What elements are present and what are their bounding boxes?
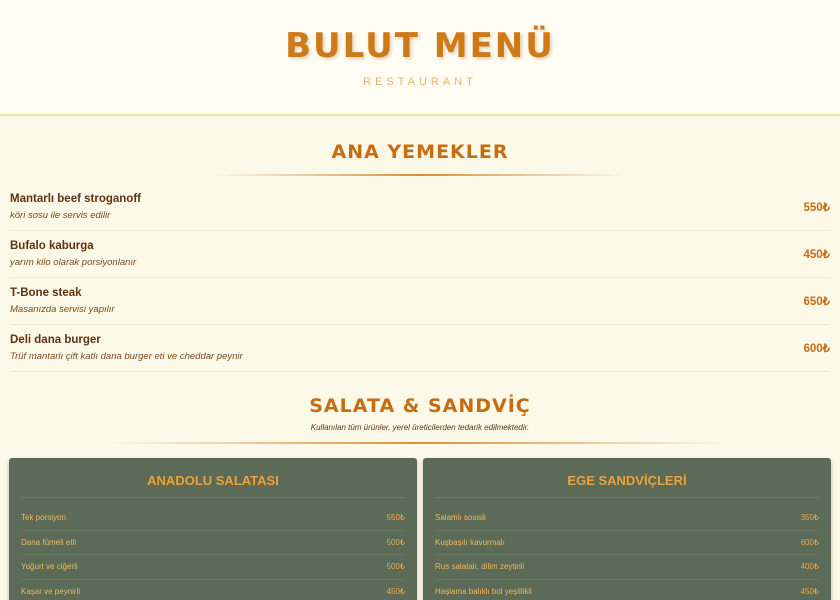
section-title-ana-yemekler: ANA YEMEKLER xyxy=(331,141,509,163)
card-item-name: Dana fümeli etli xyxy=(21,537,77,547)
card-item-price: 500₺ xyxy=(386,537,405,547)
card-item[interactable] xyxy=(435,580,819,600)
card-item[interactable] xyxy=(435,555,819,580)
brand-title: BULUT MENÜ xyxy=(285,26,555,66)
card-item[interactable] xyxy=(21,531,405,556)
dish-description: yarım kilo olarak porsiyonlanır xyxy=(10,257,137,268)
section-divider xyxy=(110,442,730,444)
dish-description: Trüf mantarlı çift katlı dana burger eti ve cheddar peynir xyxy=(10,351,243,362)
dish-price: 550₺ xyxy=(803,202,830,214)
list-item[interactable] xyxy=(10,231,830,278)
card-item[interactable] xyxy=(21,555,405,580)
dish-price: 600₺ xyxy=(803,343,830,355)
menu-header xyxy=(0,0,840,116)
dish-name: T-Bone steak xyxy=(10,287,82,299)
card-item[interactable] xyxy=(435,531,819,556)
card-item-price: 350₺ xyxy=(800,513,819,523)
section-note: Kullanılan tüm ürünler, yerel üreticilerden tedarik edilmektedir. xyxy=(310,423,530,432)
card-item-price: 500₺ xyxy=(386,562,405,572)
list-item[interactable] xyxy=(10,278,830,325)
main-dishes-list xyxy=(10,184,830,372)
card-item[interactable] xyxy=(435,506,819,531)
card-item-price: 550₺ xyxy=(386,513,405,523)
card-item-name: Salamlı sosisli xyxy=(435,513,486,523)
dish-name: Deli dana burger xyxy=(10,334,101,346)
section-title-salata-sandvic: SALATA & SANDVİÇ xyxy=(309,395,531,417)
card-item-price: 400₺ xyxy=(800,562,819,572)
card-item-price: 450₺ xyxy=(386,586,405,596)
sandwich-card xyxy=(423,458,831,600)
card-item-price: 450₺ xyxy=(800,586,819,596)
card-item[interactable] xyxy=(21,506,405,531)
salad-card xyxy=(9,458,417,600)
card-item-name: Rus salatalı, dilim zeytinli xyxy=(435,562,525,572)
dish-description: Masanızda servisi yapılır xyxy=(10,304,115,315)
card-item-name: Haşlama balıklı bol yeşillikli xyxy=(435,586,532,596)
list-item[interactable] xyxy=(10,184,830,231)
card-title: EGE SANDVİÇLERİ xyxy=(435,458,819,498)
card-item-name: Kuşbaşılı kavurmalı xyxy=(435,537,505,547)
card-item[interactable] xyxy=(21,580,405,600)
section-divider xyxy=(210,174,630,176)
dish-name: Mantarlı beef stroganoff xyxy=(10,193,141,205)
dish-description: köri sosu ile servis edilir xyxy=(10,210,111,221)
dish-price: 450₺ xyxy=(803,249,830,261)
dish-price: 650₺ xyxy=(803,296,830,308)
brand-subtitle: RESTAURANT xyxy=(363,76,477,88)
dish-name: Bufalo kaburga xyxy=(10,240,94,252)
list-item[interactable] xyxy=(10,325,830,372)
card-item-name: Yoğurt ve ciğerli xyxy=(21,562,78,572)
card-title: ANADOLU SALATASI xyxy=(21,458,405,498)
card-item-name: Kaşar ve peynirli xyxy=(21,586,81,596)
card-item-price: 600₺ xyxy=(800,537,819,547)
card-item-name: Tek porsiyon xyxy=(21,513,66,523)
